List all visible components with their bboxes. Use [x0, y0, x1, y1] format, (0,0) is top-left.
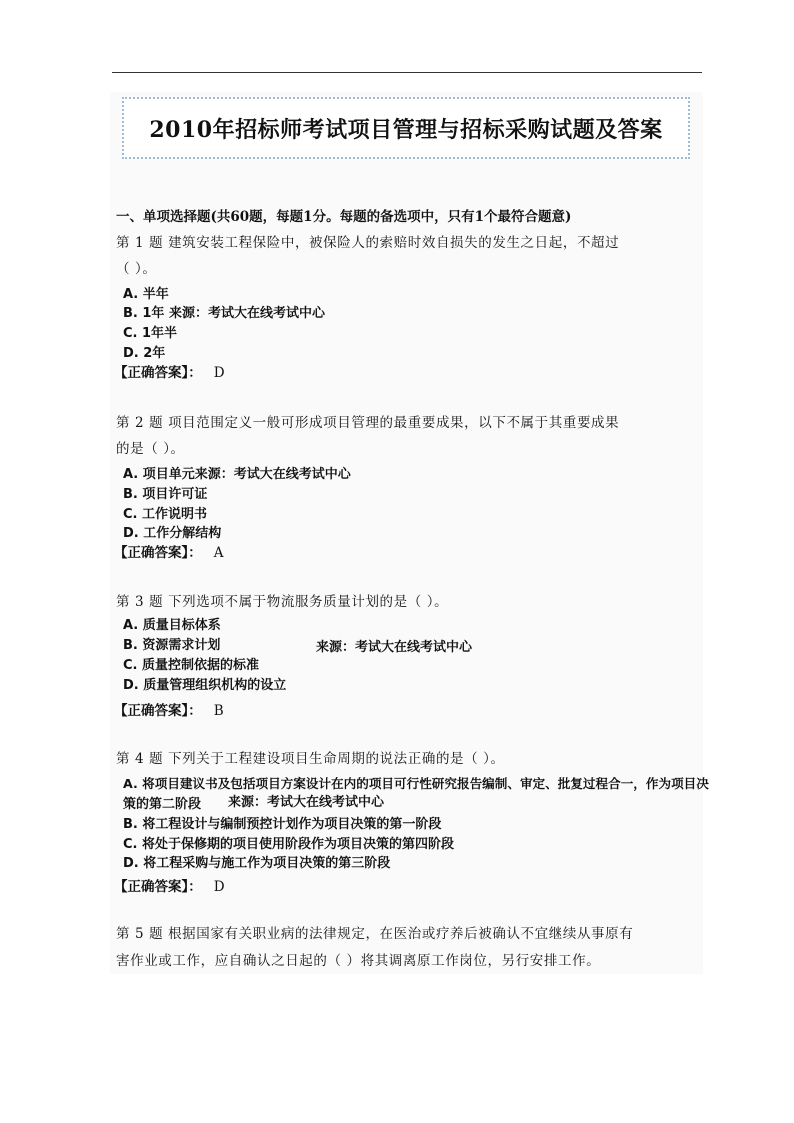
question-3-option-c: C. 质量控制依据的标准 [123, 658, 260, 673]
question-5-text: 第 5 题 根据国家有关职业病的法律规定，在医治或疗养后被确认不宜继续从事原有 [116, 926, 634, 942]
answer-value: D [213, 365, 225, 381]
question-3-source-note: 来源：考试大在线考试中心 [316, 640, 473, 655]
question-1-text-cont: （ ）。 [116, 261, 157, 277]
question-4-option-c: C. 将处于保修期的项目使用阶段作为项目决策的第四阶段 [123, 837, 455, 852]
header-rule [112, 72, 702, 73]
answer-label: 【正确答案】： [114, 703, 202, 719]
answer-label: 【正确答案】： [114, 545, 202, 561]
question-4-option-a-cont: 策的第二阶段 [123, 797, 202, 812]
question-1-option-b: B. 1年 来源：考试大在线考试中心 [123, 306, 325, 321]
section-heading: 一、单项选择题(共60题，每题1分。每题的备选项中，只有1个最符合题意) [116, 209, 572, 225]
question-3-option-d: D. 质量管理组织机构的设立 [123, 678, 287, 693]
question-3-option-b: B. 资源需求计划 [123, 638, 221, 653]
question-5-text-cont: 害作业或工作，应自确认之日起的（ ）将其调离原工作岗位，另行安排工作。 [116, 953, 601, 969]
question-2-option-c: C. 工作说明书 [123, 507, 208, 522]
question-3-answer [114, 699, 224, 719]
question-4-text: 第 4 题 下列关于工程建设项目生命周期的说法正确的是（ ）。 [116, 751, 505, 767]
question-3-option-a: A. 质量目标体系 [123, 618, 221, 633]
question-2-text: 第 2 题 项目范围定义一般可形成项目管理的最重要成果，以下不属于其重要成果 [116, 415, 620, 431]
question-4-option-b: B. 将工程设计与编制预控计划作为项目决策的第一阶段 [123, 817, 442, 832]
question-1-option-c: C. 1年半 [123, 326, 178, 341]
question-2-text-cont: 的是（ ）。 [116, 441, 185, 457]
question-4-option-a: A. 将项目建议书及包括项目方案设计在内的项目可行性研究报告编制、审定、批复过程合一，作为项目决 [123, 776, 709, 791]
question-4-answer [114, 875, 225, 895]
answer-value: D [213, 879, 225, 895]
question-2-option-d: D. 工作分解结构 [123, 526, 222, 541]
question-2-answer [114, 541, 224, 561]
answer-label: 【正确答案】： [114, 365, 202, 381]
question-4-source-note: 来源：考试大在线考试中心 [228, 795, 385, 810]
page-title: 2010年招标师考试项目管理与招标采购试题及答案 [149, 116, 663, 143]
question-4-option-d: D. 将工程采购与施工作为项目决策的第三阶段 [123, 856, 391, 871]
question-2-option-b: B. 项目许可证 [123, 487, 208, 502]
title-box [122, 97, 690, 159]
question-3-text: 第 3 题 下列选项不属于物流服务质量计划的是（ ）。 [116, 594, 449, 610]
question-2-option-a: A. 项目单元来源：考试大在线考试中心 [123, 467, 351, 482]
answer-label: 【正确答案】： [114, 879, 202, 895]
question-1-text: 第 1 题 建筑安装工程保险中，被保险人的索赔时效自损失的发生之日起，不超过 [116, 235, 620, 251]
question-1-option-d: D. 2年 [123, 346, 166, 361]
answer-value: B [213, 703, 224, 719]
question-1-answer [114, 361, 225, 381]
answer-value: A [213, 545, 224, 561]
question-1-option-a: A. 半年 [123, 287, 169, 302]
